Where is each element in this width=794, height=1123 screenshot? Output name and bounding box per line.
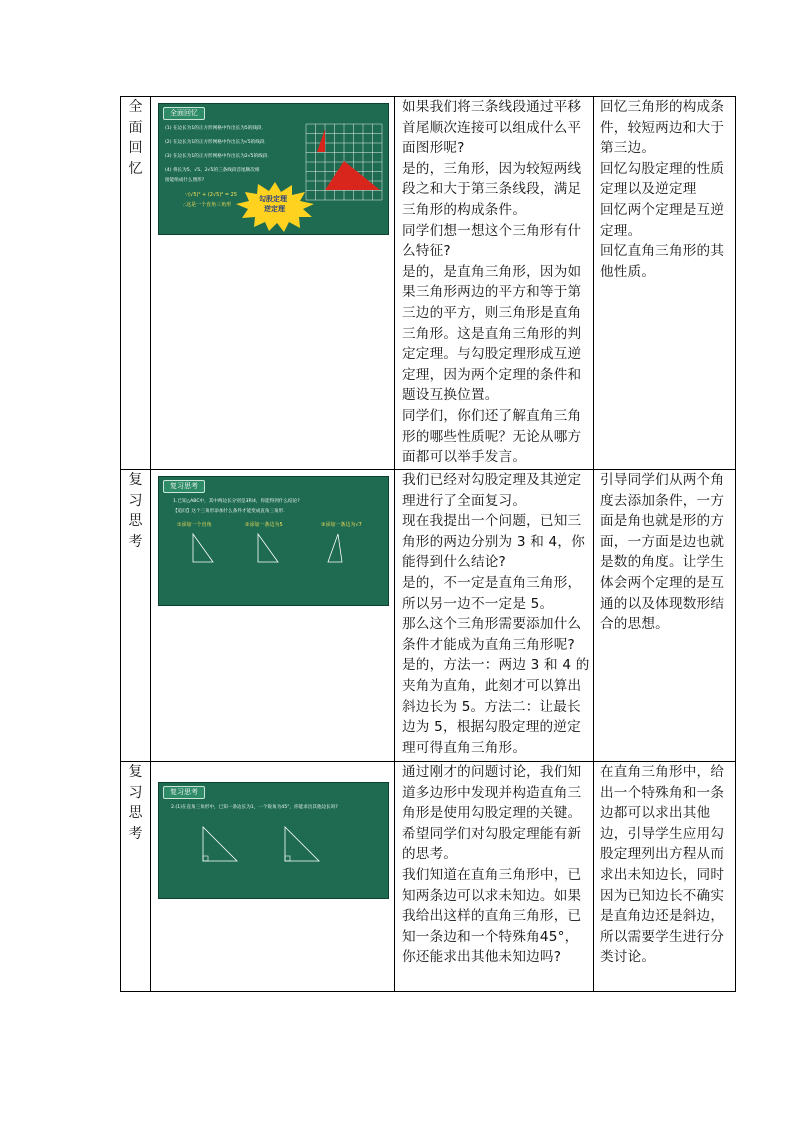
slide-cell (151, 470, 395, 762)
paragraph: 是的，不一定是直角三角形，所以另一边不一定是 5。 (402, 574, 582, 612)
label-char: 思 (128, 513, 143, 529)
slide-line: (4) 将长为5、√5、2√5的三条线段首尾顺次相 (165, 168, 260, 173)
slide-cell (151, 762, 395, 992)
teacher-text-cell (395, 762, 594, 992)
note: 引导同学们从两个角度去添加条件，一方面是角也就是形的方面，一方面是边也就是数的角度。让学生体会两个定理的是互通的以及体现数形结合的思想。 (600, 472, 725, 633)
slide-option: ②添加一条边为5 (245, 522, 283, 528)
triangle-figure (324, 532, 348, 568)
slide-option: ①添加一个直角 (177, 522, 212, 528)
slide-image (158, 103, 389, 235)
paragraph: 那么这个三角形需要添加什么条件才能成为直角三角形呢? (402, 616, 582, 653)
slide-tag: 复习思考 (163, 786, 205, 799)
triangle-figure (254, 532, 284, 568)
intent-cell (594, 97, 736, 470)
slide-line: (1) 在边长为1的正方形网格中作出长为5的线段. (165, 126, 263, 131)
slide-image (158, 476, 389, 606)
paragraph: 是的，三角形，因为较短两线段之和大于第三条线段，满足三角形的构成条件。 (402, 160, 582, 218)
label-char: 考 (128, 533, 143, 550)
note: 在直角三角形中，给出一个特殊角和一条边都可以求出其他边，引导学生应用勾股定理列出方程从而求出未知边长，同时因为已知边长不确实是直角边还是斜边，所以需要学生进行分类讨论。 (600, 764, 725, 966)
intent-cell (594, 470, 736, 762)
slide-cell (151, 97, 395, 470)
slide-formula: ∴这是一个直角三角形 (183, 202, 232, 208)
row-label-cell (121, 762, 151, 992)
slide-tag: 全面回忆 (163, 107, 205, 120)
paragraph: 是的，是直角三角形，因为如果三角形两边的平方和等于第三边的平方，则三角形是直角三角形。这是直角三角形的判定定理。与勾股定理形成互逆定理，因为两个定理的条件和题设互换位置。 (402, 263, 582, 404)
triangle-figure (197, 825, 243, 867)
note: 回忆直角三角形的其他性质。 (600, 243, 725, 280)
paragraph: 同学们想一想这个三角形有什么特征? (402, 222, 582, 260)
note: 回忆三角形的构成条件，较短两边和大于第三边。 (600, 99, 725, 157)
slide-line: 2.(1)在直角三角形中，已知一条边长为1，一个锐角为45°，你能求出其他边长吗? (171, 805, 338, 810)
teacher-text-cell (395, 97, 594, 470)
label-char: 全 (128, 99, 143, 115)
grid-figure (305, 123, 383, 201)
label-char: 习 (128, 492, 143, 509)
table-row (121, 470, 736, 762)
label-char: 回 (128, 140, 143, 156)
row-label-cell (121, 97, 151, 470)
triangle-figure (189, 532, 219, 568)
burst-text: 勾股定理 (259, 195, 287, 203)
slide-image (158, 782, 389, 899)
paragraph: 通过刚才的问题讨论，我们知道多边形中发现并构造直角三角形是使用勾股定理的关键。希望同学们对勾股定理能有新的思考。 (402, 764, 582, 863)
label-char: 面 (128, 119, 143, 136)
triangle-figure (279, 825, 325, 867)
paragraph: 如果我们将三条线段通过平移首尾顺次连接可以组成什么平面图形呢? (402, 99, 582, 157)
label-char: 思 (128, 805, 143, 821)
paragraph: 我们已经对勾股定理及其逆定理进行了全面复习。 (402, 472, 582, 509)
label-char: 忆 (128, 160, 143, 177)
intent-cell (594, 762, 736, 992)
paragraph: 现在我提出一个问题，已知三角形的两边分别为 3 和 4，你能得到什么结论? (402, 513, 585, 571)
table-row (121, 762, 736, 992)
label-char: 复 (128, 764, 143, 780)
label-char: 习 (128, 784, 143, 801)
slide-option: ③添加一条边为√7 (321, 522, 362, 528)
paragraph: 是的，方法一：两边 3 和 4 的夹角为直角，此刻才可以算出斜边长为 5。方法二：让最长边为 5，根据勾股定理的逆定理可得直角三角形。 (402, 657, 590, 756)
table-row (121, 97, 736, 470)
label-char: 复 (128, 472, 143, 488)
slide-line: 接能组成什么图形? (165, 178, 205, 183)
teacher-text-cell (395, 470, 594, 762)
note: 回忆两个定理是互逆定理。 (600, 201, 725, 239)
slide-line: (3) 在边长为1的正方形网格中作出长为2√5的线段. (165, 154, 269, 159)
row-label-cell (121, 470, 151, 762)
burst-text: 逆定理 (264, 205, 285, 213)
note: 回忆勾股定理的性质定理以及逆定理 (600, 160, 725, 198)
label-char: 考 (128, 825, 143, 842)
slide-formula: ∵(√5)² + (2√5)² = 25 (185, 192, 238, 198)
paragraph: 同学们，你们还了解直角三角形的哪些性质呢？无论从哪方面都可以举手发言。 (402, 407, 582, 466)
slide-line: (2) 在边长为1的正方形网格中作出长为√5的线段. (165, 140, 266, 145)
slide-line: 【追问】这个三角形添加什么条件才能变成直角三角形. (173, 509, 285, 514)
slide-line: 1.已知△ABC中，其中两边长分别是3和4，你能得到什么结论? (173, 499, 300, 504)
slide-tag: 复习思考 (163, 480, 205, 493)
lesson-plan-table (120, 96, 736, 992)
paragraph: 我们知道在直角三角形中，已知两条边可以求未知边。如果我给出这样的直角三角形，已知一条边和一个特殊角45°，你还能求出其他未知边吗? (402, 866, 582, 966)
